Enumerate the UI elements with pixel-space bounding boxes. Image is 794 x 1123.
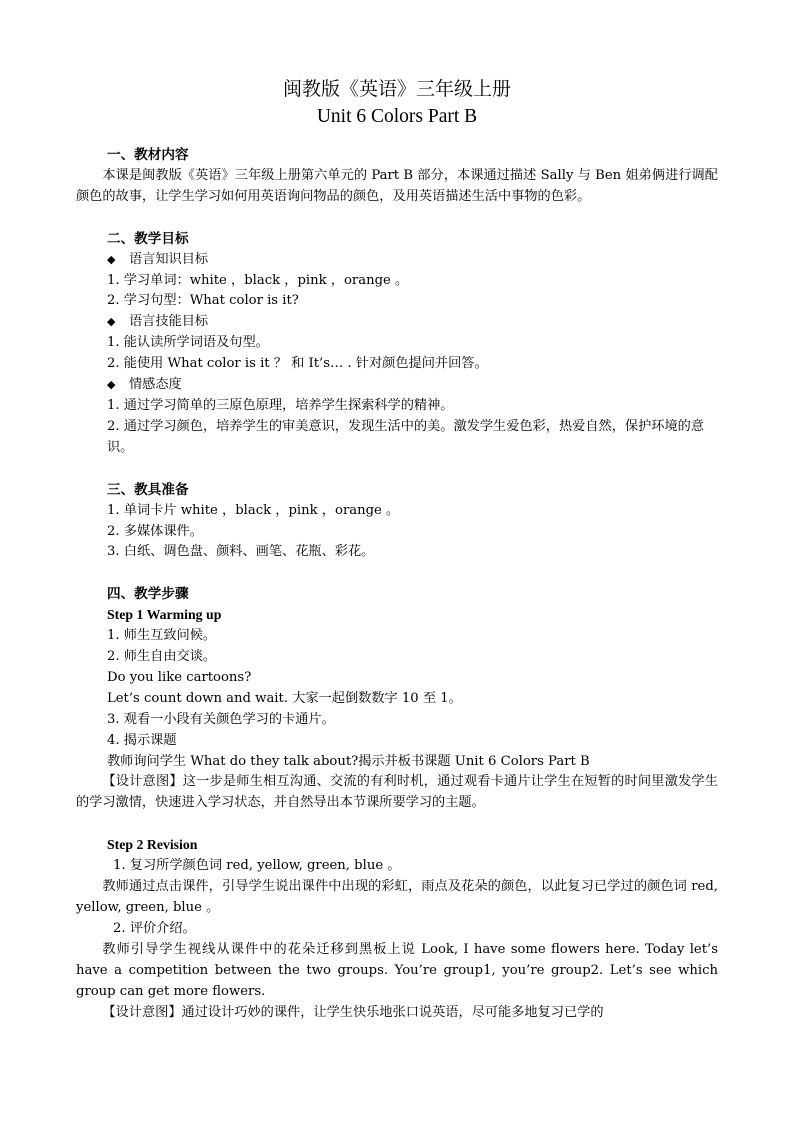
list-item: 2. 学习句型：What color is it? xyxy=(107,293,299,309)
section-heading-content: 一、教材内容 xyxy=(107,147,189,163)
list-item: 1. 单词卡片 white ，black ，pink ，orange 。 xyxy=(107,502,400,518)
list-item: 3. 观看一小段有关颜色学习的卡通片。 xyxy=(107,711,335,727)
doc-title-cn: 闽教版《英语》三年级上册 xyxy=(282,78,511,100)
diamond-bullet-icon: ◆ xyxy=(107,315,116,329)
design-intent-paragraph: 【设计意图】这一步是师生相互沟通、交流的有利时机，通过观看卡通片让学生在短暂的时间里激发学生的学习激情，快速进入学习状态，并自然导出本节课所要学习的主题。 xyxy=(76,774,718,811)
list-item: 3. 白纸、调色盘、颜料、画笔、花瓶、彩花。 xyxy=(107,544,375,560)
step-title: Step 1 Warming up xyxy=(107,607,222,623)
design-intent-paragraph: 【设计意图】通过设计巧妙的课件，让学生快乐地张口说英语，尽可能多地复习已学的 xyxy=(102,1004,604,1020)
section-heading-materials: 三、教具准备 xyxy=(107,481,189,498)
bullet-attitude: ◆ 情感态度 xyxy=(107,375,718,396)
list-item: 2. 通过学习颜色，培养学生的审美意识，发现生活中的美。激发学生爱色彩，热爱自然，保护环境的意识。 xyxy=(107,418,705,455)
bullet-skills: ◆ 语言技能目标 xyxy=(107,312,718,333)
list-item: Do you like cartoons? xyxy=(107,669,252,685)
list-item: 1. 能认读所学词语及句型。 xyxy=(107,335,269,351)
list-item: 2. 师生自由交谈。 xyxy=(107,649,217,665)
paragraph: 教师通过点击课件，引导学生说出课件中出现的彩虹，雨点及花朵的颜色，以此复习已学过的颜色词 red, yellow, green, blue 。 xyxy=(76,879,718,915)
list-item: 1. 通过学习简单的三原色原理，培养学生探索科学的精神。 xyxy=(107,397,454,413)
doc-title-en: Unit 6 Colors Part B xyxy=(316,106,478,127)
list-item: Let’s count down and wait. 大家一起倒数数字 10 至 1。 xyxy=(107,690,462,706)
list-item: 1. 复习所学颜色词 red, yellow, green, blue 。 xyxy=(113,858,401,874)
bullet-knowledge: ◆ 语言知识目标 xyxy=(107,250,718,271)
list-item: 4. 揭示课题 xyxy=(107,732,177,748)
list-item: 1. 学习单词：white ，black ，pink ，orange 。 xyxy=(107,272,409,288)
list-item: 教师询问学生 What do they talk about?揭示并板书课题 Unit 6 Colors Part B xyxy=(107,753,590,769)
diamond-bullet-icon: ◆ xyxy=(107,378,116,392)
section-heading-objectives: 二、教学目标 xyxy=(107,230,189,247)
list-item: 1. 师生互致问候。 xyxy=(107,628,217,644)
diamond-bullet-icon: ◆ xyxy=(107,252,116,266)
section-heading-steps: 四、教学步骤 xyxy=(107,586,189,603)
paragraph: 教师引导学生视线从课件中的花朵迁移到黑板上说 Look, I have some flowers here. Today let’s have a competition between the two groups. You’re group1, you’re group2. Let’s see which group can get more flowers. xyxy=(76,941,718,999)
list-item: 2. 能使用 What color is it ？ 和 It’s… . 针对颜色提问并回答。 xyxy=(107,356,488,372)
section-content-paragraph: 本课是闽教版《英语》三年级上册第六单元的 Part B 部分，本课通过描述 Sally 与 Ben 姐弟俩进行调配颜色的故事，让学生学习如何用英语询问物品的颜色，及用英语描述生活中事物的色彩。 xyxy=(76,167,718,204)
list-item: 2. 多媒体课件。 xyxy=(107,523,203,539)
list-item: 2. 评价介绍。 xyxy=(113,920,196,936)
step-title: Step 2 Revision xyxy=(107,837,198,853)
